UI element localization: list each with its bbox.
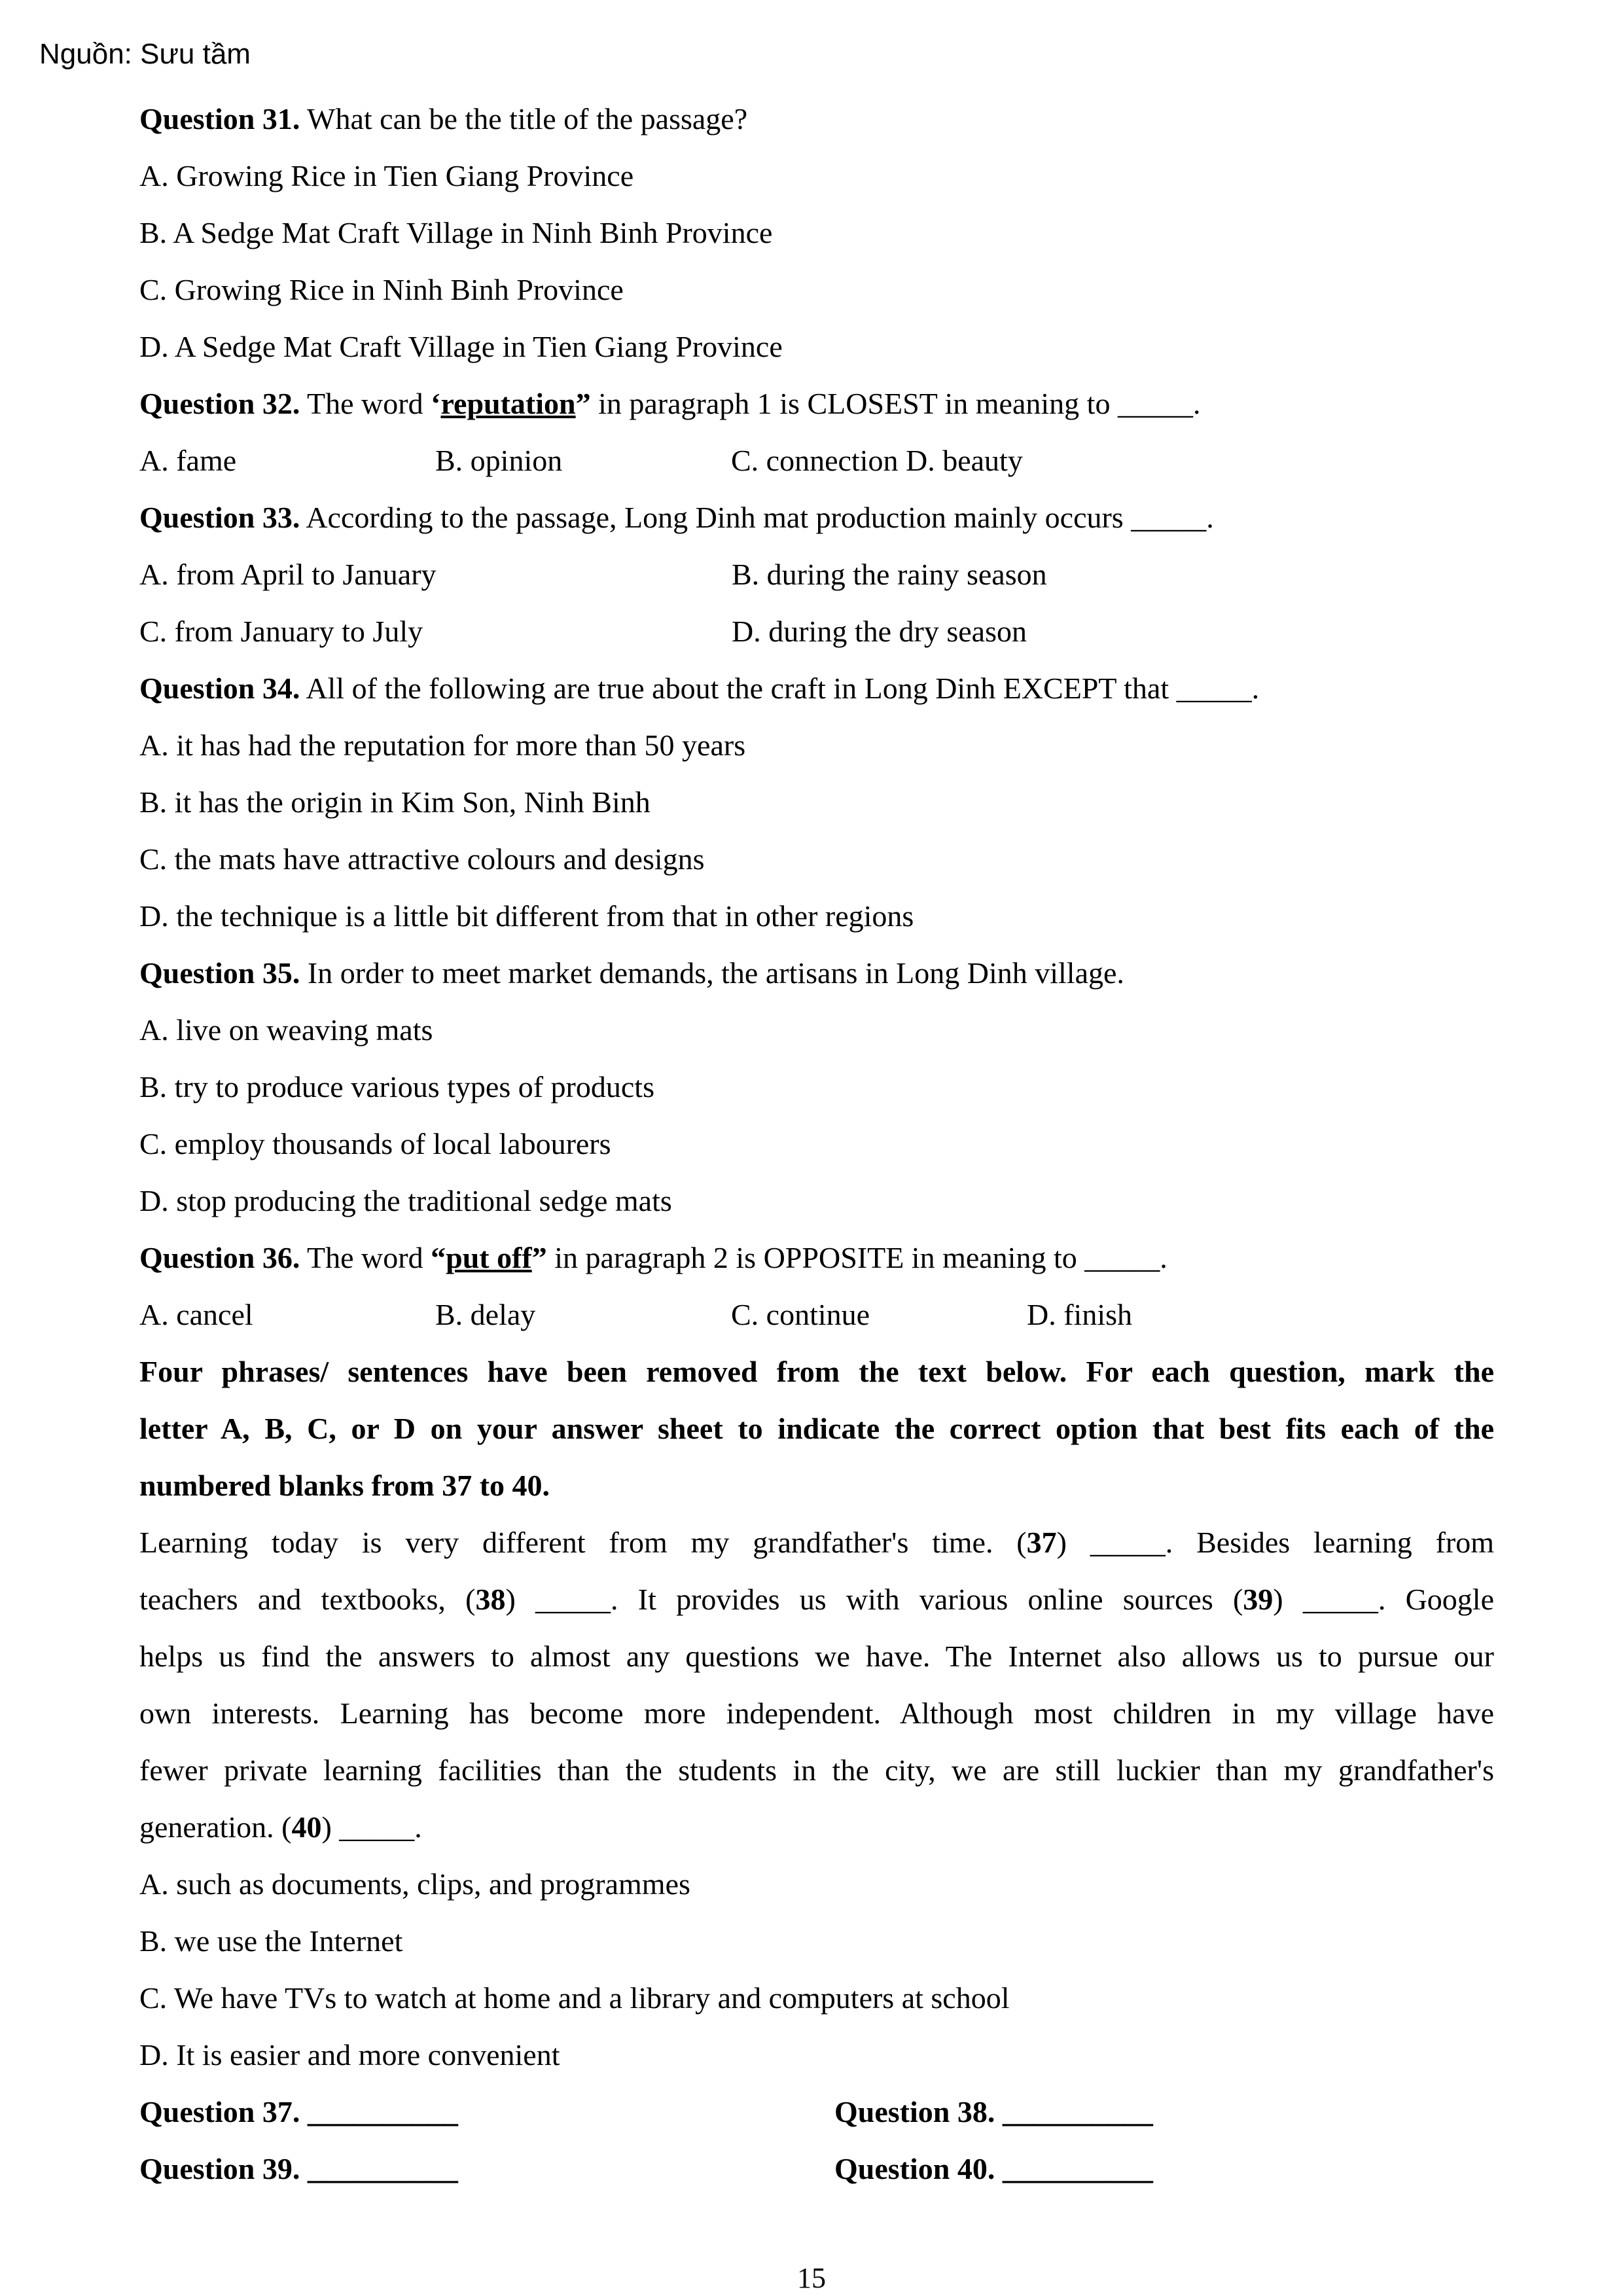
- passage-text: ) _____.: [321, 1810, 422, 1844]
- option-36-b: B. delay: [435, 1298, 536, 1331]
- passage-text: generation. (: [139, 1810, 292, 1844]
- blank-option-c: C. We have TVs to watch at home and a library and computers at school: [139, 1981, 1010, 2015]
- question-label: Question 32.: [139, 387, 300, 420]
- option-36-a: A. cancel: [139, 1298, 253, 1331]
- quote-open: ‘: [431, 387, 441, 420]
- option-34-b: B. it has the origin in Kim Son, Ninh Binh: [139, 785, 651, 819]
- answer-39[interactable]: Question 39. __________: [139, 2152, 458, 2185]
- option-33-d: D. during the dry season: [732, 615, 1027, 648]
- blank-number-39: 39: [1243, 1583, 1274, 1616]
- question-text-pre: The word: [300, 387, 431, 420]
- question-text: All of the following are true about the craft in Long Dinh EXCEPT that _____.: [300, 672, 1260, 705]
- question-36: [139, 1229, 1494, 1286]
- option-35-c: C. employ thousands of local labourers: [139, 1127, 611, 1160]
- option-35-d: D. stop producing the traditional sedge mats: [139, 1184, 672, 1217]
- passage-line-3: helps us find the answers to almost any questions we have. The Internet also allows us to pursue our: [139, 1640, 1494, 1673]
- options-33-row1: [139, 546, 1494, 603]
- passage-line-6: [139, 1799, 1494, 1856]
- passage-line-1: [139, 1514, 1494, 1571]
- question-34: [139, 660, 1494, 717]
- question-label: Question 34.: [139, 672, 300, 705]
- passage-line-2: [139, 1571, 1494, 1628]
- option-33-b: B. during the rainy season: [732, 558, 1047, 591]
- quote-open: “: [431, 1241, 446, 1274]
- question-text-post: in paragraph 1 is CLOSEST in meaning to _____.: [590, 387, 1201, 420]
- question-label: Question 33.: [139, 501, 300, 534]
- question-32: [139, 375, 1494, 432]
- option-34-a: A. it has had the reputation for more than 50 years: [139, 728, 746, 762]
- option-31-c: C. Growing Rice in Ninh Binh Province: [139, 273, 624, 306]
- option-33-a: A. from April to January: [139, 558, 437, 591]
- question-text-post: in paragraph 2 is OPPOSITE in meaning to _____.: [546, 1241, 1168, 1274]
- question-label: Question 35.: [139, 956, 300, 990]
- option-31-b: B. A Sedge Mat Craft Village in Ninh Binh Province: [139, 216, 773, 249]
- keyword-put-off: put off: [446, 1241, 532, 1274]
- question-31: [139, 90, 1494, 147]
- question-text: According to the passage, Long Dinh mat production mainly occurs _____.: [300, 501, 1214, 534]
- option-32-c-d: C. connection D. beauty: [731, 444, 1023, 477]
- question-33: [139, 489, 1494, 546]
- option-36-c: C. continue: [731, 1298, 870, 1331]
- question-text: What can be the title of the passage?: [300, 102, 748, 135]
- answer-40[interactable]: Question 40. __________: [834, 2152, 1153, 2185]
- keyword-reputation: reputation: [440, 387, 576, 420]
- worksheet: [139, 90, 1494, 2197]
- option-34-d: D. the technique is a little bit different from that in other regions: [139, 899, 914, 933]
- option-35-a: A. live on weaving mats: [139, 1013, 433, 1047]
- question-label: Question 36.: [139, 1241, 300, 1274]
- passage-line-5: fewer private learning facilities than the students in the city, we are still luckier than my grandfather's: [139, 1753, 1494, 1787]
- page-number: 15: [797, 2262, 826, 2294]
- passage-line-4: own interests. Learning has become more independent. Although most children in my village have: [139, 1696, 1494, 1730]
- answer-38[interactable]: Question 38. __________: [834, 2095, 1153, 2128]
- instructions-line-1: Four phrases/ sentences have been removed from the text below. For each question, mark the: [139, 1355, 1494, 1388]
- blank-number-38: 38: [475, 1583, 506, 1616]
- option-32-b: B. opinion: [435, 444, 563, 477]
- source-header: Nguồn: Sưu tầm: [39, 38, 251, 70]
- answers-row-2: [139, 2140, 1494, 2197]
- options-36: [139, 1286, 1494, 1343]
- blank-number-40: 40: [291, 1810, 322, 1844]
- option-36-d: D. finish: [1027, 1298, 1132, 1331]
- blank-number-37: 37: [1026, 1526, 1057, 1559]
- instructions-line-3: numbered blanks from 37 to 40.: [139, 1469, 550, 1502]
- answer-37[interactable]: Question 37. __________: [139, 2095, 458, 2128]
- passage-text: Learning today is very different from my grandfather's time. (: [139, 1526, 1027, 1559]
- question-text-pre: The word: [300, 1241, 431, 1274]
- option-35-b: B. try to produce various types of products: [139, 1070, 654, 1103]
- passage-text: ) _____. Besides learning from: [1056, 1526, 1494, 1559]
- passage-text: ) _____. Google: [1273, 1583, 1494, 1616]
- options-33-row2: [139, 603, 1494, 660]
- blank-option-a: A. such as documents, clips, and programmes: [139, 1867, 690, 1901]
- option-32-a: A. fame: [139, 444, 237, 477]
- quote-close: ”: [575, 387, 591, 420]
- blank-option-b: B. we use the Internet: [139, 1924, 403, 1958]
- option-31-d: D. A Sedge Mat Craft Village in Tien Giang Province: [139, 330, 783, 363]
- option-34-c: C. the mats have attractive colours and designs: [139, 842, 705, 876]
- passage-text: ) _____. It provides us with various online sources (: [505, 1583, 1243, 1616]
- question-text: In order to meet market demands, the artisans in Long Dinh village.: [300, 956, 1124, 990]
- answers-row-1: [139, 2083, 1494, 2140]
- instructions-line-2: letter A, B, C, or D on your answer sheet to indicate the correct option that best fits each of the: [139, 1412, 1494, 1445]
- blank-option-d: D. It is easier and more convenient: [139, 2038, 560, 2072]
- option-33-c: C. from January to July: [139, 615, 423, 648]
- question-35: [139, 944, 1494, 1001]
- question-label: Question 31.: [139, 102, 300, 135]
- quote-close: ”: [531, 1241, 547, 1274]
- passage-text: teachers and textbooks, (: [139, 1583, 476, 1616]
- options-32: [139, 432, 1494, 489]
- option-31-a: A. Growing Rice in Tien Giang Province: [139, 159, 634, 192]
